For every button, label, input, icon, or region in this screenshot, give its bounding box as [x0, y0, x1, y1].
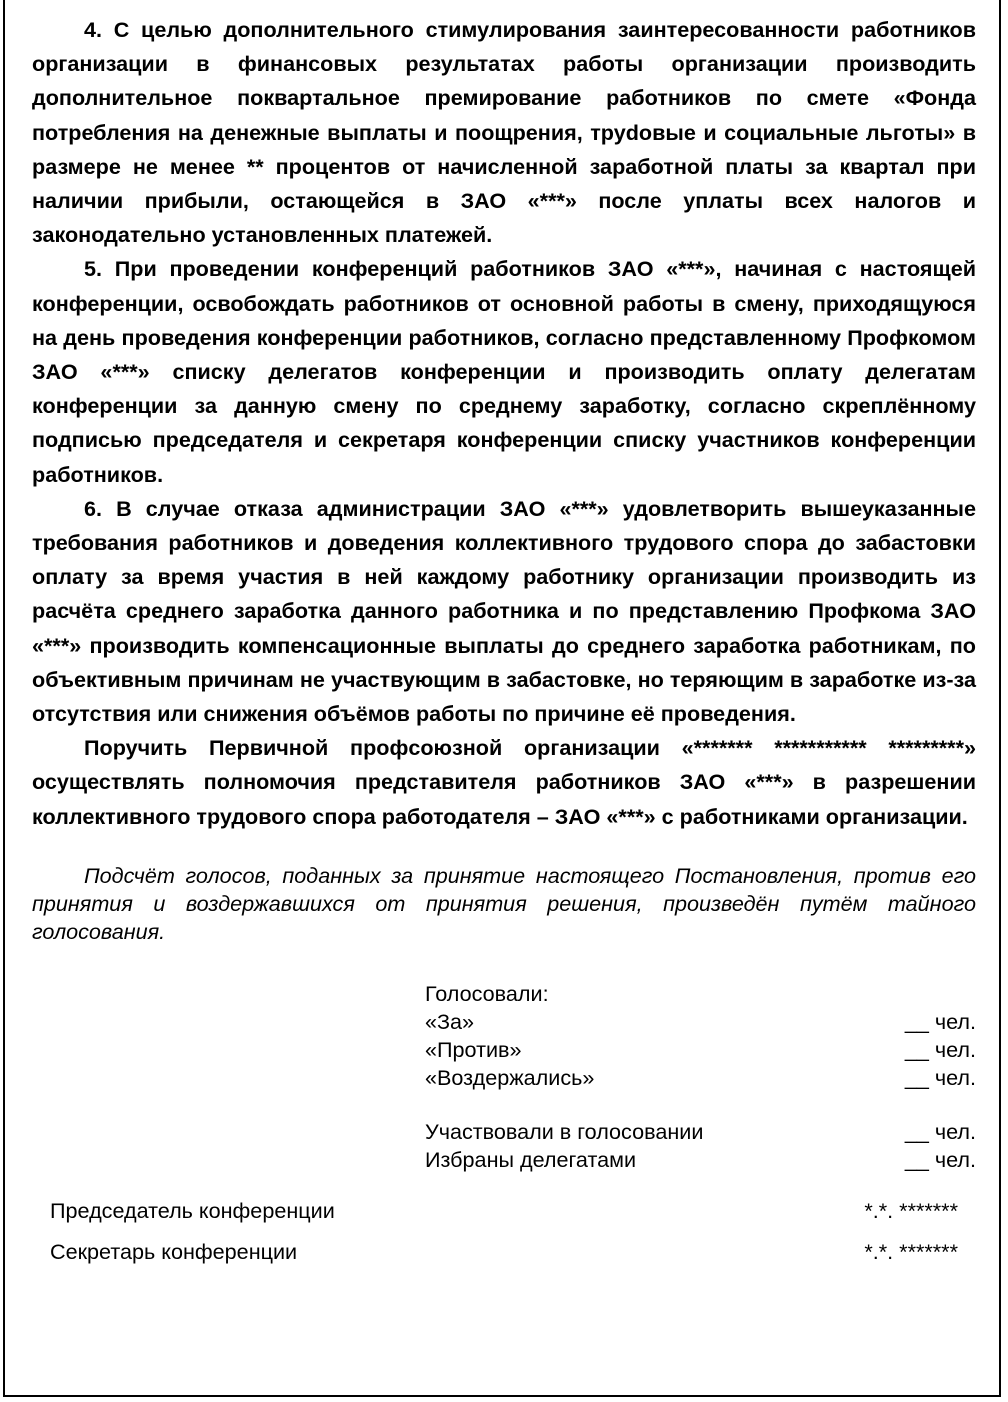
vote-value: __ чел.	[904, 1064, 976, 1090]
vote-row-for	[425, 1008, 976, 1036]
paragraph-instruction: Поручить Первичной профсоюзной организации «******* *********** *********» осуществлять полномочия представителя работников ЗАО «***» в разрешении коллективного трудового спора работодателя – ЗАО «***» с работниками организации.	[32, 735, 976, 829]
vote-row-participated	[425, 1118, 976, 1146]
vote-label: «Против»	[425, 1036, 522, 1062]
vote-value: __ чел.	[904, 1036, 976, 1062]
vote-value: __ чел.	[904, 1008, 976, 1034]
signature-chairman	[50, 1198, 958, 1239]
vote-label: Участвовали в голосовании	[425, 1118, 704, 1144]
document-body	[32, 13, 976, 1280]
vote-label: «Воздержались»	[425, 1064, 595, 1090]
voting-results	[425, 980, 976, 1174]
paragraph-5: 5. При проведении конференций работников ЗАО «***», начиная с настоящей конференции, освобождать работников от основной работы в смену, приходящуюся на день проведения конференции работников, согласно представленному Профкомом ЗАО «***» списку делегатов конференции и производить оплату делегатам конференции за данную смену по среднему заработку, согласно скреплённому подписью председателя и секретаря конференции списку участников конференции работников.	[32, 256, 976, 487]
vote-value: __ чел.	[904, 1118, 976, 1144]
signature-name: *.*. *******	[864, 1197, 958, 1223]
signature-role: Секретарь конференции	[50, 1238, 298, 1264]
signature-secretary	[50, 1239, 958, 1280]
signature-name: *.*. *******	[864, 1238, 958, 1264]
vote-count-note: Подсчёт голосов, поданных за принятие настоящего Постановления, против его принятия и воздержавшихся от принятия решения, произведён путём тайного голосования.	[32, 862, 976, 944]
signature-role: Председатель конференции	[50, 1197, 335, 1223]
vote-label: Избраны делегатами	[425, 1146, 637, 1172]
votes-heading: Голосовали:	[425, 980, 549, 1006]
paragraph-6: 6. В случае отказа администрации ЗАО «***» удовлетворить вышеуказанные требования работников и доведения коллективного трудового спора до забастовки оплату за время участия в ней каждому работнику организации производить из расчёта среднего заработка данного работника и по представлению Профкома ЗАО «***» производить компенсационные выплаты до среднего заработка работникам, по объективным причинам не участвующим в забастовке, но теряющим в заработке из-за отсутствия или снижения объёмов работы по причине её проведения.	[32, 495, 976, 727]
signatures	[50, 1198, 958, 1280]
vote-value: __ чел.	[904, 1146, 976, 1172]
vote-row-abstained	[425, 1064, 976, 1092]
vote-row-against	[425, 1036, 976, 1064]
paragraph-4: 4. С целью дополнительного стимулирования заинтересованности работников организации в финансовых результатах работы организации производить дополнительное поквартальное премирование работников по смете «Фонда потребления на денежные выплаты и поощрения, труdовые и социальные льготы» в размере не менее ** процентов от начисленной заработной платы за квартал при наличии прибыли, остающейся в ЗАО «***» после уплаты всех налогов и законодательно установленных платежей.	[32, 17, 976, 248]
vote-row-delegates	[425, 1146, 976, 1174]
vote-label: «За»	[425, 1008, 475, 1034]
